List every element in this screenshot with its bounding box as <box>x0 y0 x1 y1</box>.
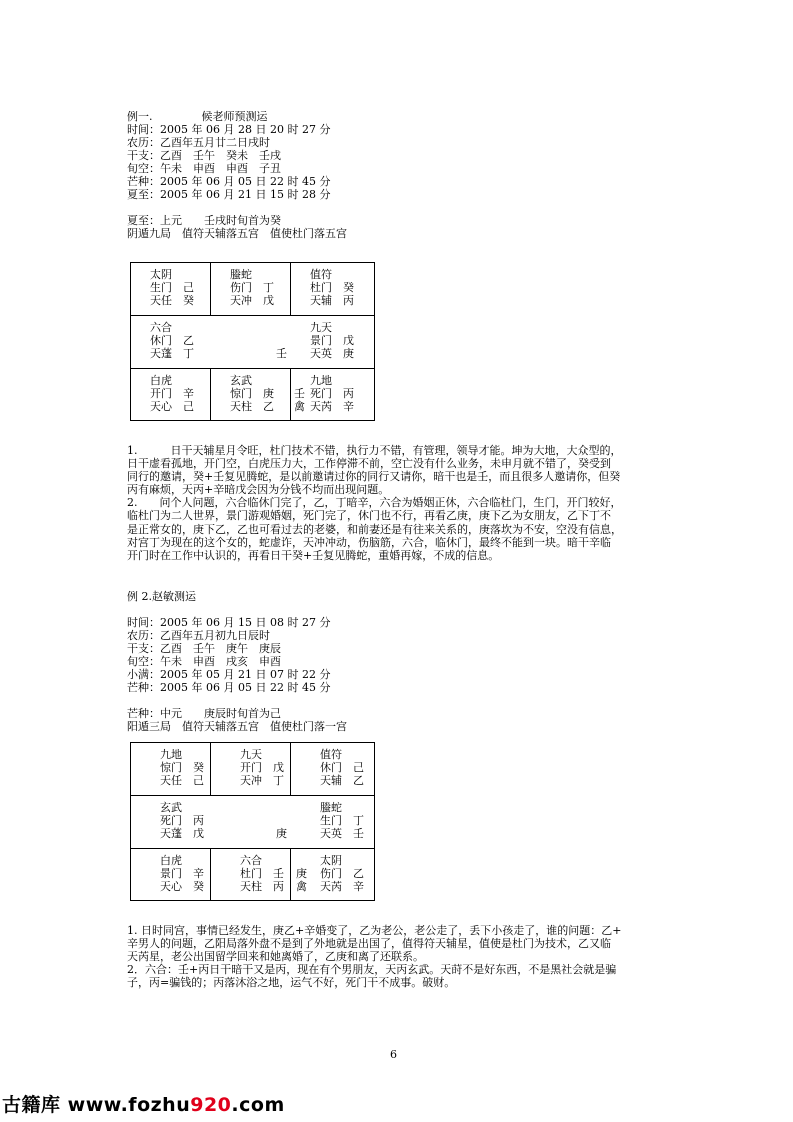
ex2-info-ganzhi: 干支：乙酉 壬午 庚午 庚辰 <box>127 642 281 655</box>
palace-cell: 九天 景门 戊 天英 庚 <box>310 321 354 360</box>
page-number: 6 <box>390 1048 397 1061</box>
ex1-info-xiazhi: 夏至：2005 年 06 月 21 日 15 时 28 分 <box>127 188 331 201</box>
ex1-info-lunar: 农历：乙酉年五月廿二日戌时 <box>127 136 270 149</box>
example1-title: 候老师预测运 <box>201 110 268 123</box>
grid-rule <box>130 420 375 421</box>
palace-extra: 壬 禽 <box>294 387 305 413</box>
grid-rule <box>130 900 375 901</box>
palace-cell: 玄武 死门 丙 天蓬 戊 <box>160 801 204 840</box>
ex2-info-mangzhong: 芒种：2005 年 06 月 05 日 22 时 45 分 <box>127 681 331 694</box>
ex1-info-ganzhi: 干支：乙酉 壬午 癸未 壬戌 <box>127 149 281 162</box>
palace-extra: 庚 禽 <box>296 867 307 893</box>
ex1-analysis: 1. 日干天辅星月令旺，杜门技术不错，执行力不错，有管理，领导才能。坤为大地，大众型的， 日干虚看孤地，开门空，白虎压力大，工作停滞不前，空亡没有什么业务，未申月就不错了，癸受到 同行的邀请，癸+壬复见腾蛇，是以前邀请过你的同行又请你，暗干也是壬，而且很多人邀请你，但癸 丙有麻烦，天丙+辛暗戊会因为分钱不均而出现问题。 2. 问个人问题，六合临休门完了，乙，丁暗辛，六合为婚姻正休，六合临杜门，生门，开门较好， 临杜门为二人世界，景门游观婚姻，死门完了，休门也不行，再看乙庚，庚下乙为女朋友，乙下丁不 是正常女的，庚下乙，乙也可看过去的老婆，和前妻还是有往来关系的，庚落坎为不安，空没有信息， 对宫丁为现在的这个女的，蛇虚诈，天冲冲动，伤脑筋，六合，临休门，最终不能到一块。暗干辛临 开门时在工作中认识的，再看日干癸+壬复见腾蛇，重婚再嫁，不成的信息。 <box>127 444 622 562</box>
example2-header: 例 2.赵敏测运 <box>127 590 196 603</box>
grid-rule <box>290 262 291 315</box>
palace-cell: 六合 杜门 壬 天柱 丙 <box>240 854 284 893</box>
ex1-ju-line1: 夏至：上元 壬戌时旬首为癸 <box>127 214 281 227</box>
palace-cell: 螣蛇 生门 丁 天英 壬 <box>320 801 364 840</box>
palace-cell: 九地 惊门 癸 天任 己 <box>160 748 204 787</box>
palace-cell: 白虎 开门 辛 天心 己 <box>150 374 194 413</box>
grid-rule <box>210 742 211 795</box>
grid-rule <box>210 262 211 315</box>
grid-rule <box>130 795 375 796</box>
palace-cell: 九天 开门 戊 天冲 丁 <box>240 748 284 787</box>
ex2-info-time: 时间：2005 年 06 月 15 日 08 时 27 分 <box>127 616 331 629</box>
footer-url-part: 920 <box>190 1094 232 1116</box>
grid-rule <box>374 262 375 420</box>
footer-url-part: www.fozhu <box>67 1094 191 1116</box>
ex1-info-xunkong: 旬空：午未 申酉 申酉 子丑 <box>127 162 281 175</box>
palace-center-stem: 壬 <box>276 347 287 360</box>
ex1-qimen-grid <box>130 262 375 420</box>
palace-cell: 螣蛇 伤门 丁 天冲 戊 <box>230 268 274 307</box>
grid-rule <box>290 848 291 900</box>
palace-cell: 六合 休门 乙 天蓬 丁 <box>150 321 194 360</box>
footer-url-part: .com <box>231 1094 285 1116</box>
grid-rule <box>130 262 375 263</box>
grid-rule <box>210 848 211 900</box>
grid-rule <box>374 742 375 900</box>
ex2-analysis: 1. 日时同宫，事情已经发生，庚乙+辛婚变了，乙为老公，老公走了，丢下小孩走了，谁的问题：乙+ 辛男人的问题，乙阳局落外盘不是到了外地就是出国了，值得符天辅星，值使是杜门为技术，乙又临 天芮星，老公出国留学回来和她离婚了，乙庚和离了还联系。 2．六合：壬+丙日干暗干又是丙，现在有个男朋友，天丙玄武。天莳不是好东西，不是黑社会就是骗 子，丙=骗钱的；丙落沐浴之地，运气不好，死门干不成事。破财。 <box>127 924 622 990</box>
ex1-info-mangzhong: 芒种：2005 年 06 月 05 日 22 时 45 分 <box>127 175 331 188</box>
grid-rule <box>130 742 375 743</box>
grid-rule <box>130 368 375 369</box>
palace-cell: 值符 休门 己 天辅 乙 <box>320 748 364 787</box>
grid-rule <box>210 368 211 420</box>
palace-cell: 太阴 伤门 乙 天芮 辛 <box>320 854 364 893</box>
ex2-info-xunkong: 旬空：午未 申酉 戌亥 申酉 <box>127 655 281 668</box>
ex2-ju-line2: 阳遁三局 值符天辅落五宫 值使杜门落一宫 <box>127 720 347 733</box>
palace-center-stem: 庚 <box>276 827 287 840</box>
ex1-info-time: 时间：2005 年 06 月 28 日 20 时 27 分 <box>127 123 331 136</box>
example1-header <box>127 110 268 123</box>
grid-rule <box>130 262 131 420</box>
grid-rule <box>130 848 375 849</box>
ex2-info-lunar: 农历：乙酉年五月初九日辰时 <box>127 629 270 642</box>
palace-cell: 值符 杜门 癸 天辅 丙 <box>310 268 354 307</box>
grid-rule <box>130 315 375 316</box>
palace-cell: 白虎 景门 辛 天心 癸 <box>160 854 204 893</box>
palace-cell: 玄武 惊门 庚 天柱 乙 <box>230 374 274 413</box>
ex2-info-xiaoman: 小满：2005 年 05 月 21 日 07 时 22 分 <box>127 668 331 681</box>
grid-rule <box>290 742 291 795</box>
ex2-qimen-grid <box>130 742 375 900</box>
footer-brand: 古籍库 <box>2 1094 61 1116</box>
example1-number: 例一. <box>127 110 153 123</box>
ex1-ju-line2: 阴遁九局 值符天辅落五宫 值使杜门落五宫 <box>127 227 347 240</box>
ex2-ju-line1: 芒种：中元 庚辰时旬首为己 <box>127 707 281 720</box>
palace-cell: 太阴 生门 己 天任 癸 <box>150 268 194 307</box>
footer-watermark <box>2 1090 302 1116</box>
grid-rule <box>130 742 131 900</box>
grid-rule <box>290 368 291 420</box>
palace-cell: 九地 死门 丙 天芮 辛 <box>310 374 354 413</box>
